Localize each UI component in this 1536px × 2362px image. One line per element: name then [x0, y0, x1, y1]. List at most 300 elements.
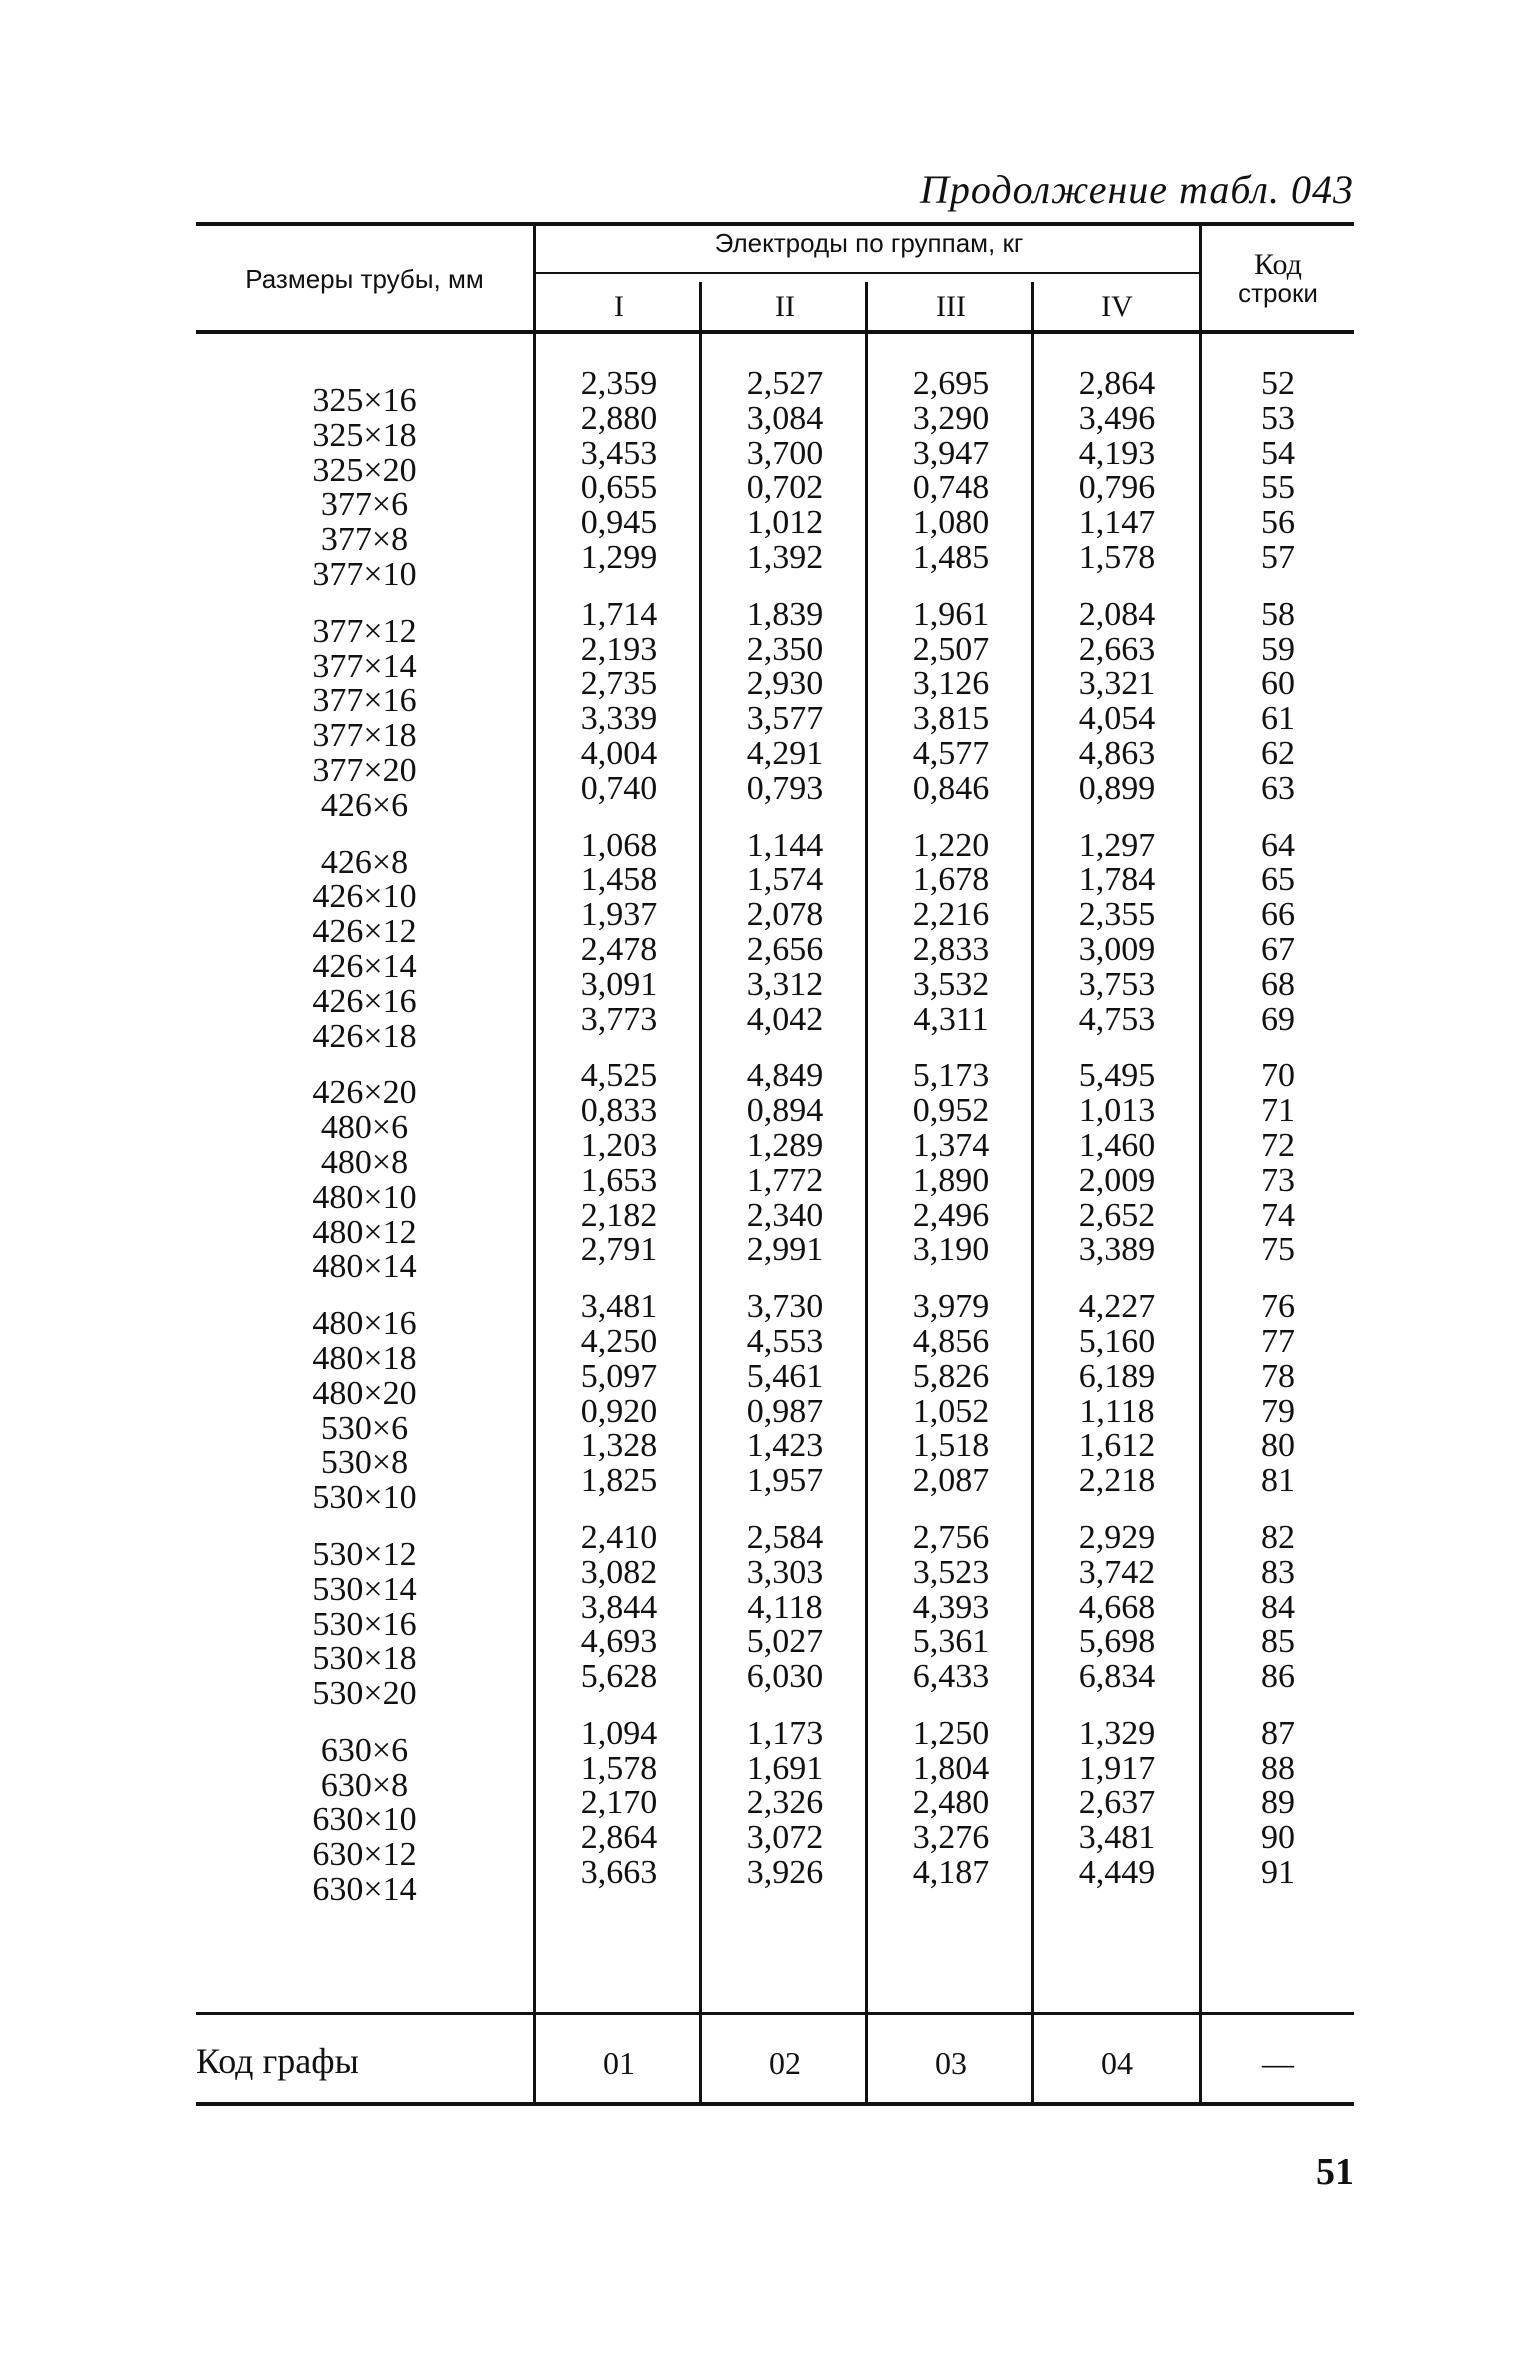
row-group	[536, 595, 702, 807]
table-cell: 78	[1261, 1357, 1295, 1395]
column-group-3	[868, 367, 1034, 1913]
table-cell: 1,080	[912, 504, 990, 542]
table-cell: 426×20	[312, 1074, 417, 1112]
body-bottom-rule	[196, 2012, 1354, 2015]
table-cell: 4,042	[746, 1000, 824, 1038]
table-cell: 2,930	[746, 665, 824, 703]
table-cell: 4,291	[746, 734, 824, 772]
table-cell: 1,714	[580, 595, 658, 633]
table-cell: 5,628	[580, 1658, 658, 1696]
table-cell: 66	[1261, 896, 1295, 934]
table-cell: 1,653	[580, 1161, 658, 1199]
table-cell: 87	[1261, 1714, 1295, 1752]
table-cell: 3,190	[912, 1231, 990, 1269]
table-cell: 0,899	[1078, 769, 1156, 807]
table-cell: 0,655	[580, 469, 658, 507]
row-group	[1202, 1290, 1354, 1499]
table-cell: 3,389	[1078, 1231, 1156, 1269]
table-cell: 59	[1261, 630, 1295, 668]
table-cell: 1,890	[912, 1161, 990, 1199]
table-cell: 426×18	[312, 1017, 417, 1055]
table-cell: 91	[1261, 1854, 1295, 1892]
column-sizes	[196, 367, 533, 1913]
table-cell: 4,856	[912, 1322, 990, 1360]
table-cell: 325×16	[312, 382, 417, 419]
table-cell: 89	[1261, 1784, 1295, 1822]
table-cell: 3,700	[746, 434, 824, 472]
table-cell: 4,118	[747, 1588, 823, 1626]
table-cell: 2,359	[580, 365, 658, 402]
table-cell: 4,449	[1078, 1854, 1156, 1892]
table-cell: 4,004	[580, 734, 658, 772]
table-cell: 1,289	[746, 1126, 824, 1164]
table-cell: 1,173	[746, 1714, 824, 1752]
table-cell: 480×14	[312, 1248, 417, 1286]
table-cell: 1,804	[912, 1749, 990, 1787]
table-cell: 2,991	[746, 1231, 824, 1269]
table-cell: 2,833	[912, 930, 990, 968]
footer-code-1: 01	[603, 2045, 635, 2081]
table-cell: 2,087	[912, 1462, 990, 1500]
table-cell: 3,084	[746, 399, 824, 437]
table-cell: 2,193	[580, 630, 658, 668]
table-cell: 2,350	[746, 630, 824, 668]
row-group	[196, 1535, 533, 1713]
row-group	[868, 367, 1034, 576]
table-cell: 480×8	[320, 1143, 409, 1181]
table-cell: 480×16	[312, 1305, 417, 1343]
row-group	[536, 826, 702, 1038]
table-cell: 377×10	[312, 555, 417, 593]
row-group	[196, 1731, 533, 1909]
table-cell: 1,772	[746, 1161, 824, 1199]
table-cell: 4,863	[1078, 734, 1156, 772]
table-cell: 530×12	[312, 1535, 417, 1573]
column-group-2	[702, 367, 868, 1913]
row-group	[196, 384, 533, 593]
row-group	[702, 1059, 868, 1268]
table-cell: 4,187	[912, 1854, 990, 1892]
table-cell: 84	[1261, 1588, 1295, 1626]
table-cell: 85	[1261, 1623, 1295, 1661]
table-cell: 3,773	[580, 1000, 658, 1038]
table-cell: 480×20	[312, 1374, 417, 1412]
table-cell: 0,894	[746, 1092, 824, 1130]
table-cell: 480×10	[312, 1178, 417, 1216]
table-cell: 70	[1261, 1057, 1295, 1095]
table-cell: 530×16	[312, 1605, 417, 1643]
table-cell: 2,326	[746, 1784, 824, 1822]
table-cell: 74	[1261, 1196, 1295, 1234]
table-cell: 530×10	[312, 1479, 417, 1517]
row-group	[1034, 1290, 1200, 1499]
table-cell: 325×18	[312, 416, 417, 454]
table-cell: 4,753	[1078, 1000, 1156, 1038]
table-cell: 3,312	[746, 965, 824, 1003]
table-cell: 75	[1261, 1231, 1295, 1269]
column-row-codes	[1202, 367, 1354, 1913]
table-cell: 3,126	[912, 665, 990, 703]
column-group-4	[1034, 367, 1200, 1913]
table-bottom-rule	[196, 2102, 1354, 2106]
table-cell: 0,833	[580, 1092, 658, 1130]
table-cell: 530×20	[312, 1675, 417, 1713]
table-cell: 2,216	[912, 896, 990, 934]
table-cell: 530×18	[312, 1640, 417, 1678]
table-cell: 3,339	[580, 700, 658, 738]
table-cell: 4,693	[580, 1623, 658, 1661]
table-cell: 3,009	[1078, 930, 1156, 968]
table-cell: 530×6	[320, 1409, 409, 1447]
row-group	[536, 1059, 702, 1268]
table-cell: 6,834	[1078, 1658, 1156, 1696]
table-cell: 5,361	[912, 1623, 990, 1661]
table-cell: 3,481	[580, 1288, 658, 1326]
table-cell: 2,791	[580, 1231, 658, 1269]
row-group	[1034, 1059, 1200, 1268]
table-cell: 5,027	[746, 1623, 824, 1661]
table-cell: 426×6	[320, 786, 409, 824]
table-cell: 67	[1261, 930, 1295, 968]
table-cell: 1,374	[912, 1126, 990, 1164]
table-cell: 61	[1261, 700, 1295, 738]
table-cell: 52	[1261, 365, 1295, 402]
header-group-3: III	[936, 290, 966, 323]
row-group	[1034, 1518, 1200, 1696]
table-cell: 1,144	[746, 826, 824, 864]
table-cell: 2,170	[580, 1784, 658, 1822]
table-cell: 2,084	[1078, 595, 1156, 633]
table-cell: 2,355	[1078, 896, 1156, 934]
table-cell: 0,702	[746, 469, 824, 507]
table-cell: 4,525	[580, 1057, 658, 1095]
table-cell: 3,753	[1078, 965, 1156, 1003]
table-cell: 65	[1261, 861, 1295, 899]
table-cell: 3,303	[746, 1553, 824, 1591]
table-cell: 377×12	[312, 612, 417, 650]
table-cell: 5,826	[912, 1357, 990, 1395]
table-cell: 3,523	[912, 1553, 990, 1591]
table-cell: 3,072	[746, 1819, 824, 1857]
table-cell: 3,481	[1078, 1819, 1156, 1857]
table-cell: 1,784	[1078, 861, 1156, 899]
table-cell: 6,433	[912, 1658, 990, 1696]
table-cell: 2,478	[580, 930, 658, 968]
table-cell: 60	[1261, 665, 1295, 703]
table-cell: 82	[1261, 1518, 1295, 1556]
table-cell: 73	[1261, 1161, 1295, 1199]
row-group	[868, 1290, 1034, 1499]
header-group-2: II	[775, 290, 795, 323]
table-cell: 3,663	[580, 1854, 658, 1892]
footer-label: Код графы	[196, 2041, 359, 2081]
table-cell: 2,507	[912, 630, 990, 668]
table-cell: 71	[1261, 1092, 1295, 1130]
table-cell: 1,299	[580, 538, 658, 576]
row-group	[1034, 826, 1200, 1038]
table-cell: 0,952	[912, 1092, 990, 1130]
table-cell: 2,735	[580, 665, 658, 703]
table-cell: 3,730	[746, 1288, 824, 1326]
row-group	[868, 595, 1034, 807]
table-cell: 2,880	[580, 399, 658, 437]
table-cell: 1,574	[746, 861, 824, 899]
table-cell: 79	[1261, 1392, 1295, 1430]
row-group	[536, 1518, 702, 1696]
table-cell: 3,496	[1078, 399, 1156, 437]
table-cell: 0,748	[912, 469, 990, 507]
table-top-rule	[196, 222, 1354, 226]
row-group	[196, 1307, 533, 1516]
table-cell: 2,637	[1078, 1784, 1156, 1822]
table-cell: 5,461	[746, 1357, 824, 1395]
table-cell: 325×20	[312, 451, 417, 489]
table-cell: 3,453	[580, 434, 658, 472]
table-cell: 1,578	[1078, 538, 1156, 576]
table-cell: 4,553	[746, 1322, 824, 1360]
row-group	[1034, 367, 1200, 576]
row-group	[702, 367, 868, 576]
footer-code-2: 02	[769, 2045, 801, 2081]
table-cell: 1,013	[1078, 1092, 1156, 1130]
table-cell: 3,947	[912, 434, 990, 472]
row-group	[868, 1518, 1034, 1696]
table-cell: 3,532	[912, 965, 990, 1003]
table-cell: 4,393	[912, 1588, 990, 1626]
table-cell: 1,220	[912, 826, 990, 864]
table-cell: 1,328	[580, 1427, 658, 1465]
table-cell: 2,009	[1078, 1161, 1156, 1199]
table-cell: 2,756	[912, 1518, 990, 1556]
row-group	[536, 1290, 702, 1499]
table-cell: 0,846	[912, 769, 990, 807]
table-cell: 57	[1261, 538, 1295, 576]
table-cell: 62	[1261, 734, 1295, 772]
table-cell: 530×14	[312, 1570, 417, 1608]
table-cell: 5,097	[580, 1357, 658, 1395]
table-cell: 54	[1261, 434, 1295, 472]
table-cell: 1,578	[580, 1749, 658, 1787]
table-cell: 86	[1261, 1658, 1295, 1696]
table-cell: 3,979	[912, 1288, 990, 1326]
table-cell: 64	[1261, 826, 1295, 864]
table-cell: 3,844	[580, 1588, 658, 1626]
table-cell: 1,460	[1078, 1126, 1156, 1164]
row-group	[196, 1076, 533, 1285]
table-cell: 630×6	[320, 1731, 409, 1769]
table-cell: 1,839	[746, 595, 824, 633]
row-group	[702, 595, 868, 807]
table-cell: 1,329	[1078, 1714, 1156, 1752]
table-cell: 3,742	[1078, 1553, 1156, 1591]
table-cell: 5,495	[1078, 1057, 1156, 1095]
table-cell: 4,849	[746, 1057, 824, 1095]
table-cell: 1,147	[1078, 504, 1156, 542]
table-cell: 2,663	[1078, 630, 1156, 668]
table-cell: 1,937	[580, 896, 658, 934]
row-group	[702, 826, 868, 1038]
table-cell: 4,668	[1078, 1588, 1156, 1626]
table-cell: 2,929	[1078, 1518, 1156, 1556]
table-cell: 5,173	[912, 1057, 990, 1095]
table-cell: 2,218	[1078, 1462, 1156, 1500]
table-cell: 2,496	[912, 1196, 990, 1234]
table-cell: 3,926	[746, 1854, 824, 1892]
header-size-col: Размеры трубы, мм	[245, 264, 484, 294]
row-group	[1202, 1714, 1354, 1892]
table-cell: 77	[1261, 1322, 1295, 1360]
table-cell: 377×6	[320, 486, 409, 524]
table-cell: 1,825	[580, 1462, 658, 1500]
table-cell: 1,518	[912, 1427, 990, 1465]
table-cell: 90	[1261, 1819, 1295, 1857]
table-cell: 1,957	[746, 1462, 824, 1500]
table-cell: 1,423	[746, 1427, 824, 1465]
row-group	[868, 1059, 1034, 1268]
row-group	[1202, 826, 1354, 1038]
table-cell: 377×16	[312, 682, 417, 720]
table-cell: 3,276	[912, 1819, 990, 1857]
table-cell: 4,193	[1078, 434, 1156, 472]
table-cell: 1,458	[580, 861, 658, 899]
row-group	[536, 1714, 702, 1892]
header-group-4: IV	[1101, 290, 1133, 323]
table-cell: 3,815	[912, 700, 990, 738]
table-cell: 377×14	[312, 647, 417, 685]
table-cell: 1,203	[580, 1126, 658, 1164]
row-group	[1202, 1059, 1354, 1268]
row-group	[196, 843, 533, 1055]
table-cell: 2,182	[580, 1196, 658, 1234]
row-group	[1202, 367, 1354, 576]
row-group	[702, 1518, 868, 1696]
table-cell: 53	[1261, 399, 1295, 437]
header-code-line2: строки	[1238, 278, 1318, 308]
table-cell: 2,864	[580, 1819, 658, 1857]
table-cell: 55	[1261, 469, 1295, 507]
table-cell: 1,961	[912, 595, 990, 633]
table-cell: 0,740	[580, 769, 658, 807]
table-cell: 72	[1261, 1126, 1295, 1164]
table-cell: 3,290	[912, 399, 990, 437]
table-cell: 630×10	[312, 1801, 417, 1839]
table-cell: 58	[1261, 595, 1295, 633]
table-cell: 2,584	[746, 1518, 824, 1556]
row-group	[196, 612, 533, 824]
table-cell: 1,485	[912, 538, 990, 576]
table-cell: 1,052	[912, 1392, 990, 1430]
table-cell: 1,678	[912, 861, 990, 899]
page-number: 51	[1316, 2151, 1354, 2193]
table-cell: 4,227	[1078, 1288, 1156, 1326]
table-cell: 1,118	[1079, 1392, 1155, 1430]
table-cell: 3,321	[1078, 665, 1156, 703]
header-group-1: I	[614, 290, 624, 323]
header-group-title: Электроды по группам, кг	[714, 228, 1024, 258]
table-cell: 1,012	[746, 504, 824, 542]
table-cell: 4,054	[1078, 700, 1156, 738]
table-cell: 426×8	[320, 843, 409, 881]
group-header-rule	[536, 272, 1202, 274]
table-cell: 426×14	[312, 947, 417, 985]
table-cell: 1,612	[1078, 1427, 1156, 1465]
table-cell: 76	[1261, 1288, 1295, 1326]
table-cell: 1,691	[746, 1749, 824, 1787]
table-cell: 5,698	[1078, 1623, 1156, 1661]
table-cell: 80	[1261, 1427, 1295, 1465]
table-cell: 2,656	[746, 930, 824, 968]
table-cell: 3,082	[580, 1553, 658, 1591]
table-cell: 0,920	[580, 1392, 658, 1430]
table-cell: 630×12	[312, 1836, 417, 1874]
table-cell: 1,094	[580, 1714, 658, 1752]
footer-code-3: 03	[935, 2045, 967, 2081]
table-cell: 3,091	[580, 965, 658, 1003]
table-cell: 1,250	[912, 1714, 990, 1752]
table-cell: 2,410	[580, 1518, 658, 1556]
table-cell: 56	[1261, 504, 1295, 542]
table-cell: 81	[1261, 1462, 1295, 1500]
header-code-line1: Код	[1254, 248, 1302, 281]
table-cell: 530×8	[320, 1444, 409, 1482]
table-cell: 83	[1261, 1553, 1295, 1591]
row-group	[1034, 595, 1200, 807]
row-group	[702, 1290, 868, 1499]
continuation-title: Продолжение табл. 043	[919, 167, 1354, 212]
table-cell: 3,577	[746, 700, 824, 738]
table-cell: 4,311	[913, 1000, 989, 1038]
table-cell: 2,340	[746, 1196, 824, 1234]
table-cell: 630×8	[320, 1766, 409, 1804]
footer-code-row: —	[1262, 2045, 1294, 2081]
row-group	[1202, 595, 1354, 807]
header-bottom-rule	[196, 330, 1354, 334]
table-cell: 6,030	[746, 1658, 824, 1696]
row-group	[868, 826, 1034, 1038]
table-cell: 63	[1261, 769, 1295, 807]
column-group-1	[536, 367, 702, 1913]
row-group	[1034, 1714, 1200, 1892]
table-cell: 377×18	[312, 717, 417, 755]
table-cell: 0,796	[1078, 469, 1156, 507]
table-cell: 69	[1261, 1000, 1295, 1038]
table-cell: 377×8	[320, 521, 409, 559]
table-cell: 1,068	[580, 826, 658, 864]
table-cell: 480×18	[312, 1339, 417, 1377]
table-cell: 68	[1261, 965, 1295, 1003]
table-cell: 426×16	[312, 982, 417, 1020]
table-cell: 6,189	[1078, 1357, 1156, 1395]
table-cell: 1,392	[746, 538, 824, 576]
row-group	[868, 1714, 1034, 1892]
table-cell: 2,078	[746, 896, 824, 934]
table-cell: 1,297	[1078, 826, 1156, 864]
table-cell: 2,480	[912, 1784, 990, 1822]
table-cell: 426×12	[312, 913, 417, 951]
table-cell: 0,945	[580, 504, 658, 542]
table-cell: 2,695	[912, 365, 990, 402]
table-cell: 5,160	[1078, 1322, 1156, 1360]
footer-code-4: 04	[1101, 2045, 1133, 2081]
table-cell: 426×10	[312, 878, 417, 916]
row-group	[702, 1714, 868, 1892]
table-cell: 4,250	[580, 1322, 658, 1360]
table-cell: 2,527	[746, 365, 824, 402]
table-cell: 88	[1261, 1749, 1295, 1787]
table-cell: 480×12	[312, 1213, 417, 1251]
row-group	[1202, 1518, 1354, 1696]
table-cell: 630×14	[312, 1871, 417, 1909]
